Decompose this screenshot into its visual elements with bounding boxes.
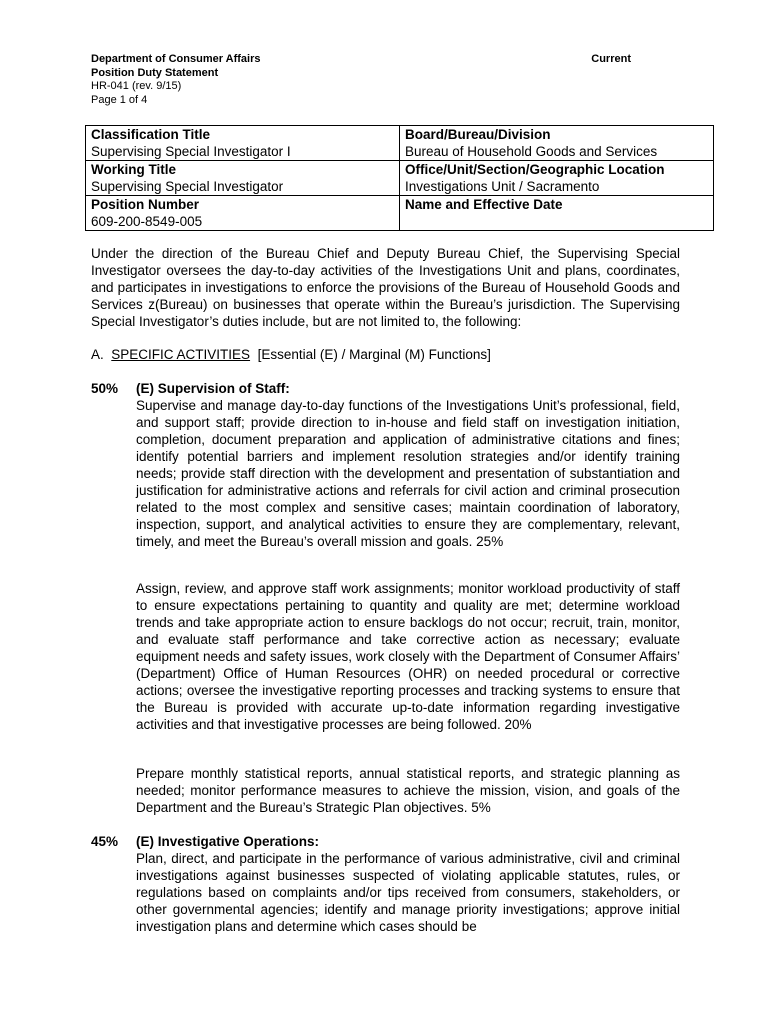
office-label: Office/Unit/Section/Geographic Location (405, 162, 665, 177)
classification-cell (86, 126, 400, 161)
duty-paragraph: Prepare monthly statistical reports, annual statistical reports, and strategic planning as needed; monitor performance measures to achieve the mission, vision, and goals of the Department and the Bureau’s Strategic Plan objectives. 5% (136, 766, 680, 815)
duty-percent: 45% (91, 834, 119, 849)
section-letter: A. (91, 347, 104, 362)
page-number: Page 1 of 4 (91, 93, 148, 106)
board-cell (400, 126, 714, 161)
statement-title: Position Duty Statement (91, 66, 219, 79)
classification-value: Supervising Special Investigator I (91, 144, 291, 159)
section-title: SPECIFIC ACTIVITIES (111, 347, 251, 362)
department-name: Department of Consumer Affairs (91, 53, 261, 65)
office-value: Investigations Unit / Sacramento (405, 179, 600, 194)
section-subtitle: [Essential (E) / Marginal (M) Functions] (257, 347, 491, 362)
position-number-cell (86, 196, 400, 231)
position-number-label: Position Number (91, 197, 200, 212)
duty-paragraph: Assign, review, and approve staff work assignments; monitor workload productivity of staff to ensure expectations pertaining to quantity and quality are met; determine workload trends and take appropriate action to ensure backlogs do not occur; recruit, train, monitor, and evaluate staff performance and take corrective action as necessary; evaluate equipment needs and safety issues, work closely with the Department of Consumer Affairs’ (Department) Office of Human Resources (OHR) on needed procedural or corrective actions; oversee the investigative reporting processes and tracking systems to ensure that the Bureau is provided with accurate up-to-date information regarding investigative activities and that investigative processes are being followed. 20% (136, 581, 680, 732)
position-info-table (85, 125, 714, 231)
table-row (86, 196, 714, 231)
status-label: Current (591, 53, 631, 65)
section-a-heading (91, 346, 491, 363)
duty-heading: (E) Investigative Operations: (136, 834, 320, 849)
duty-heading: (E) Supervision of Staff: (136, 381, 290, 396)
duty-percent: 50% (91, 381, 119, 396)
office-cell (400, 161, 714, 196)
working-title-label: Working Title (91, 162, 177, 177)
classification-label: Classification Title (91, 127, 211, 142)
duty-paragraph: Plan, direct, and participate in the performance of various administrative, civil and criminal investigations against businesses suspected of violating applicable statutes, rules, or regulations based on complaints and/or tips received from consumers, stakeholders, or other governmental agencies; identify and manage priority investigations; approve initial investigation plans and determine which cases should be (136, 851, 680, 934)
name-date-cell (400, 196, 714, 231)
document-header (91, 53, 631, 107)
working-title-cell (86, 161, 400, 196)
position-number-value: 609-200-8549-005 (91, 214, 203, 229)
intro-paragraph: Under the direction of the Bureau Chief and Deputy Bureau Chief, the Supervising Special Investigator oversees the day-to-day activities of the Investigations Unit and plans, coordinates, and participates in investigations to enforce the provisions of the Bureau of Household Goods and Services z(Bureau) on businesses that operate within the Bureau’s jurisdiction. The Supervising Special Investigator’s duties include, but are not limited to, the following: (91, 246, 680, 329)
form-number: HR-041 (rev. 9/15) (91, 80, 182, 92)
table-row (86, 161, 714, 196)
board-label: Board/Bureau/Division (405, 127, 551, 142)
duty-paragraph: Supervise and manage day-to-day functions of the Investigations Unit’s professional, field, and support staff; provide direction to in-house and field staff on investigation initiation, completion, document preparation and application of administrative citations and fines; identify potential barriers and implement resolution strategies and/or identify training needs; provide staff direction with the development and presentation of substantiation and justification for administrative actions and referrals for civil action and criminal prosecution related to the most complex and sensitive cases; maintain coordination of laboratory, inspection, support, and analytical activities to ensure they are complementary, relevant, timely, and meet the Bureau’s overall mission and goals. 25% (136, 398, 680, 549)
name-date-label: Name and Effective Date (405, 197, 563, 212)
table-row (86, 126, 714, 161)
board-value: Bureau of Household Goods and Services (405, 144, 658, 159)
working-title-value: Supervising Special Investigator (91, 179, 284, 194)
